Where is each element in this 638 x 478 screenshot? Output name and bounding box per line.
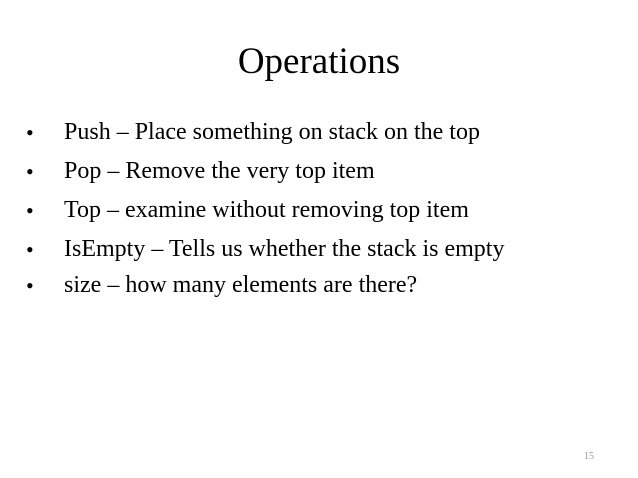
bullet-text: Push – Place something on stack on the top: [64, 119, 480, 145]
bullet-item-isempty: [26, 235, 616, 264]
bullet-icon: •: [26, 198, 34, 223]
bullet-text: size – how many elements are there?: [64, 272, 418, 298]
bullet-text: Pop – Remove the very top item: [64, 158, 375, 184]
bullet-text: Top – examine without removing top item: [64, 197, 469, 223]
bullet-text: IsEmpty – Tells us whether the stack is empty: [64, 236, 505, 262]
bullet-item-push: [26, 118, 616, 147]
bullet-icon: •: [26, 273, 34, 298]
page-number: 15: [584, 451, 594, 462]
bullet-item-size: [26, 271, 616, 300]
bullet-icon: •: [26, 120, 34, 145]
bullet-icon: •: [26, 237, 34, 262]
bullet-item-top: [26, 196, 616, 225]
bullet-item-pop: [26, 157, 616, 186]
bullet-icon: •: [26, 159, 34, 184]
bullet-list: [26, 118, 616, 310]
slide-title: Operations: [237, 41, 401, 82]
